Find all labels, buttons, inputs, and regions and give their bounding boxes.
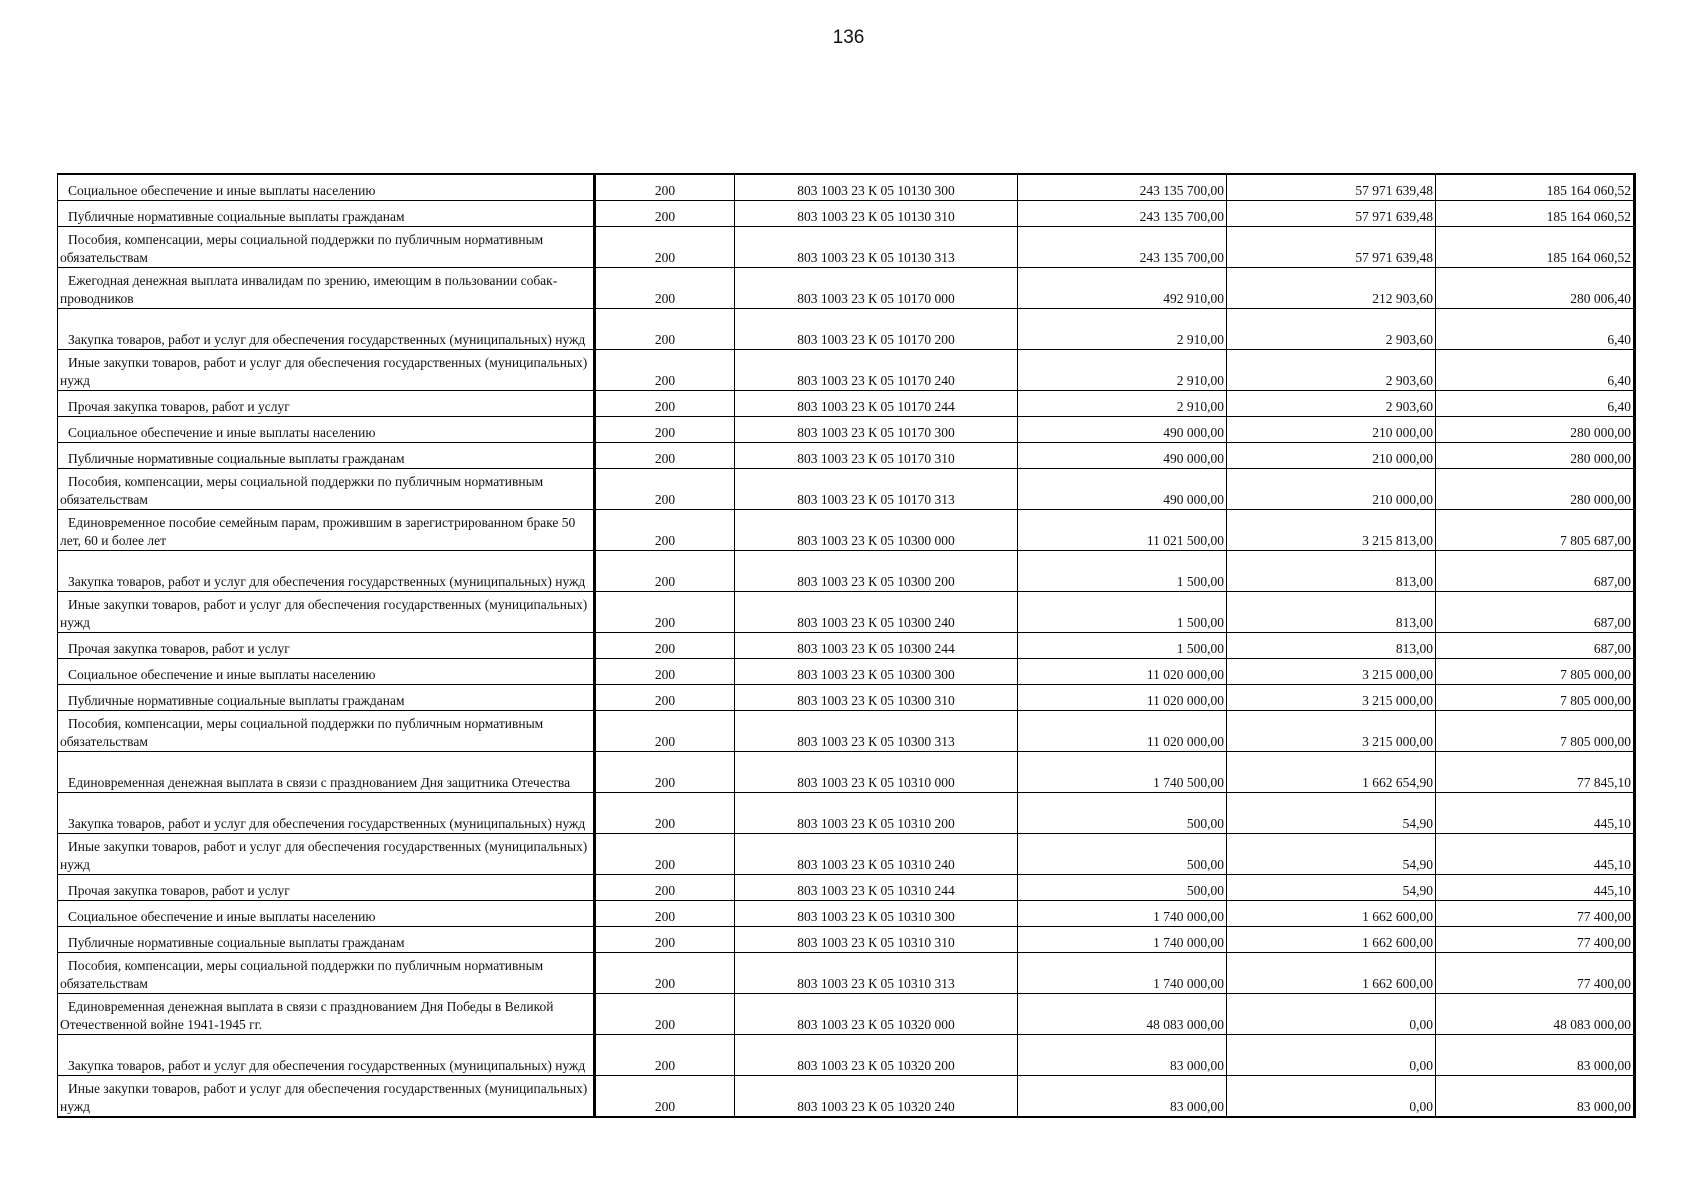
- row-executed-amount-cell: 54,90: [1227, 834, 1436, 875]
- row-executed-amount-cell: 1 662 600,00: [1227, 901, 1436, 927]
- row-executed-amount-cell: 2 903,60: [1227, 350, 1436, 391]
- row-approved-amount-cell: 243 135 700,00: [1018, 201, 1227, 227]
- table-row: [58, 1035, 1635, 1076]
- row-executed-amount-cell: 2 903,60: [1227, 391, 1436, 417]
- row-name-cell: Социальное обеспечение и иные выплаты населению: [58, 659, 595, 685]
- row-approved-amount-cell: 500,00: [1018, 793, 1227, 834]
- table-row: [58, 793, 1635, 834]
- row-approved-amount-cell: 490 000,00: [1018, 443, 1227, 469]
- row-executed-amount-cell: 0,00: [1227, 1076, 1436, 1118]
- row-approved-amount-cell: 243 135 700,00: [1018, 174, 1227, 201]
- row-classification-code-cell: 803 1003 23 К 05 10310 313: [735, 953, 1018, 994]
- row-name-cell: Закупка товаров, работ и услуг для обеспечения государственных (муниципальных) нужд: [58, 309, 595, 350]
- row-remaining-amount-cell: 445,10: [1436, 793, 1635, 834]
- row-approved-amount-cell: 500,00: [1018, 875, 1227, 901]
- row-classification-code-cell: 803 1003 23 К 05 10170 244: [735, 391, 1018, 417]
- row-line-code-cell: 200: [595, 1076, 735, 1118]
- row-remaining-amount-cell: 77 400,00: [1436, 953, 1635, 994]
- table-row: [58, 174, 1635, 201]
- row-line-code-cell: 200: [595, 875, 735, 901]
- row-remaining-amount-cell: 83 000,00: [1436, 1035, 1635, 1076]
- row-name-cell: Пособия, компенсации, меры социальной поддержки по публичным нормативным обязательствам: [58, 711, 595, 752]
- table-row: [58, 1076, 1635, 1118]
- row-approved-amount-cell: 2 910,00: [1018, 350, 1227, 391]
- row-approved-amount-cell: 11 020 000,00: [1018, 711, 1227, 752]
- row-approved-amount-cell: 243 135 700,00: [1018, 227, 1227, 268]
- row-executed-amount-cell: 1 662 600,00: [1227, 953, 1436, 994]
- row-approved-amount-cell: 11 021 500,00: [1018, 510, 1227, 551]
- row-classification-code-cell: 803 1003 23 К 05 10300 000: [735, 510, 1018, 551]
- row-executed-amount-cell: 0,00: [1227, 1035, 1436, 1076]
- row-approved-amount-cell: 11 020 000,00: [1018, 659, 1227, 685]
- row-approved-amount-cell: 1 500,00: [1018, 592, 1227, 633]
- row-classification-code-cell: 803 1003 23 К 05 10300 244: [735, 633, 1018, 659]
- row-classification-code-cell: 803 1003 23 К 05 10320 000: [735, 994, 1018, 1035]
- row-classification-code-cell: 803 1003 23 К 05 10300 300: [735, 659, 1018, 685]
- row-name-cell: Закупка товаров, работ и услуг для обеспечения государственных (муниципальных) нужд: [58, 551, 595, 592]
- row-executed-amount-cell: 0,00: [1227, 994, 1436, 1035]
- row-line-code-cell: 200: [595, 901, 735, 927]
- row-approved-amount-cell: 48 083 000,00: [1018, 994, 1227, 1035]
- row-remaining-amount-cell: 280 000,00: [1436, 443, 1635, 469]
- row-remaining-amount-cell: 77 845,10: [1436, 752, 1635, 793]
- table-row: [58, 659, 1635, 685]
- table-row: [58, 834, 1635, 875]
- row-classification-code-cell: 803 1003 23 К 05 10320 240: [735, 1076, 1018, 1118]
- row-remaining-amount-cell: 687,00: [1436, 633, 1635, 659]
- row-remaining-amount-cell: 77 400,00: [1436, 927, 1635, 953]
- row-executed-amount-cell: 813,00: [1227, 551, 1436, 592]
- row-line-code-cell: 200: [595, 592, 735, 633]
- row-line-code-cell: 200: [595, 417, 735, 443]
- row-name-cell: Закупка товаров, работ и услуг для обеспечения государственных (муниципальных) нужд: [58, 1035, 595, 1076]
- row-executed-amount-cell: 54,90: [1227, 875, 1436, 901]
- row-executed-amount-cell: 210 000,00: [1227, 417, 1436, 443]
- row-remaining-amount-cell: 687,00: [1436, 551, 1635, 592]
- row-remaining-amount-cell: 280 000,00: [1436, 469, 1635, 510]
- table-row: [58, 633, 1635, 659]
- table-row: [58, 994, 1635, 1035]
- table-body: [58, 174, 1635, 1117]
- row-name-cell: Иные закупки товаров, работ и услуг для обеспечения государственных (муниципальных) нужд: [58, 834, 595, 875]
- row-approved-amount-cell: 1 740 000,00: [1018, 927, 1227, 953]
- row-line-code-cell: 200: [595, 443, 735, 469]
- row-approved-amount-cell: 490 000,00: [1018, 469, 1227, 510]
- row-name-cell: Социальное обеспечение и иные выплаты населению: [58, 901, 595, 927]
- row-name-cell: Прочая закупка товаров, работ и услуг: [58, 875, 595, 901]
- row-line-code-cell: 200: [595, 469, 735, 510]
- row-line-code-cell: 200: [595, 953, 735, 994]
- row-name-cell: Единовременная денежная выплата в связи с празднованием Дня защитника Отечества: [58, 752, 595, 793]
- row-remaining-amount-cell: 77 400,00: [1436, 901, 1635, 927]
- row-classification-code-cell: 803 1003 23 К 05 10170 310: [735, 443, 1018, 469]
- row-name-cell: Иные закупки товаров, работ и услуг для обеспечения государственных (муниципальных) нужд: [58, 592, 595, 633]
- row-executed-amount-cell: 3 215 000,00: [1227, 685, 1436, 711]
- row-classification-code-cell: 803 1003 23 К 05 10170 240: [735, 350, 1018, 391]
- table-row: [58, 551, 1635, 592]
- row-line-code-cell: 200: [595, 994, 735, 1035]
- row-name-cell: Публичные нормативные социальные выплаты гражданам: [58, 685, 595, 711]
- row-classification-code-cell: 803 1003 23 К 05 10170 200: [735, 309, 1018, 350]
- row-approved-amount-cell: 490 000,00: [1018, 417, 1227, 443]
- table-row: [58, 592, 1635, 633]
- row-name-cell: Публичные нормативные социальные выплаты гражданам: [58, 201, 595, 227]
- row-name-cell: Социальное обеспечение и иные выплаты населению: [58, 174, 595, 201]
- row-remaining-amount-cell: 6,40: [1436, 391, 1635, 417]
- row-classification-code-cell: 803 1003 23 К 05 10170 313: [735, 469, 1018, 510]
- row-name-cell: Иные закупки товаров, работ и услуг для обеспечения государственных (муниципальных) нужд: [58, 350, 595, 391]
- row-line-code-cell: 200: [595, 659, 735, 685]
- row-line-code-cell: 200: [595, 201, 735, 227]
- row-name-cell: Единовременное пособие семейным парам, прожившим в зарегистрированном браке 50 лет, 60 и более лет: [58, 510, 595, 551]
- table-row: [58, 227, 1635, 268]
- row-approved-amount-cell: 11 020 000,00: [1018, 685, 1227, 711]
- table-row: [58, 391, 1635, 417]
- row-executed-amount-cell: 3 215 000,00: [1227, 711, 1436, 752]
- row-executed-amount-cell: 813,00: [1227, 633, 1436, 659]
- row-remaining-amount-cell: 185 164 060,52: [1436, 174, 1635, 201]
- row-name-cell: Единовременная денежная выплата в связи с празднованием Дня Победы в Великой Отечественной войне 1941-1945 гг.: [58, 994, 595, 1035]
- row-line-code-cell: 200: [595, 711, 735, 752]
- row-classification-code-cell: 803 1003 23 К 05 10310 200: [735, 793, 1018, 834]
- table-row: [58, 510, 1635, 551]
- table-row: [58, 417, 1635, 443]
- row-line-code-cell: 200: [595, 268, 735, 309]
- row-remaining-amount-cell: 7 805 000,00: [1436, 659, 1635, 685]
- row-name-cell: Иные закупки товаров, работ и услуг для обеспечения государственных (муниципальных) нужд: [58, 1076, 595, 1118]
- row-executed-amount-cell: 2 903,60: [1227, 309, 1436, 350]
- table-row: [58, 309, 1635, 350]
- row-line-code-cell: 200: [595, 309, 735, 350]
- table-row: [58, 901, 1635, 927]
- row-name-cell: Прочая закупка товаров, работ и услуг: [58, 391, 595, 417]
- row-remaining-amount-cell: 445,10: [1436, 834, 1635, 875]
- row-classification-code-cell: 803 1003 23 К 05 10320 200: [735, 1035, 1018, 1076]
- row-name-cell: Публичные нормативные социальные выплаты гражданам: [58, 927, 595, 953]
- row-approved-amount-cell: 1 740 000,00: [1018, 901, 1227, 927]
- table-row: [58, 711, 1635, 752]
- row-name-cell: Пособия, компенсации, меры социальной поддержки по публичным нормативным обязательствам: [58, 469, 595, 510]
- row-line-code-cell: 200: [595, 834, 735, 875]
- row-line-code-cell: 200: [595, 633, 735, 659]
- row-approved-amount-cell: 2 910,00: [1018, 391, 1227, 417]
- row-name-cell: Прочая закупка товаров, работ и услуг: [58, 633, 595, 659]
- row-approved-amount-cell: 1 740 500,00: [1018, 752, 1227, 793]
- row-executed-amount-cell: 1 662 600,00: [1227, 927, 1436, 953]
- row-line-code-cell: 200: [595, 227, 735, 268]
- row-line-code-cell: 200: [595, 927, 735, 953]
- row-executed-amount-cell: 57 971 639,48: [1227, 174, 1436, 201]
- row-line-code-cell: 200: [595, 752, 735, 793]
- row-remaining-amount-cell: 7 805 687,00: [1436, 510, 1635, 551]
- row-executed-amount-cell: 57 971 639,48: [1227, 201, 1436, 227]
- row-remaining-amount-cell: 687,00: [1436, 592, 1635, 633]
- table-row: [58, 685, 1635, 711]
- row-classification-code-cell: 803 1003 23 К 05 10310 240: [735, 834, 1018, 875]
- row-classification-code-cell: 803 1003 23 К 05 10300 240: [735, 592, 1018, 633]
- row-executed-amount-cell: 3 215 813,00: [1227, 510, 1436, 551]
- row-name-cell: Пособия, компенсации, меры социальной поддержки по публичным нормативным обязательствам: [58, 227, 595, 268]
- row-classification-code-cell: 803 1003 23 К 05 10300 200: [735, 551, 1018, 592]
- row-line-code-cell: 200: [595, 391, 735, 417]
- row-executed-amount-cell: 3 215 000,00: [1227, 659, 1436, 685]
- row-executed-amount-cell: 813,00: [1227, 592, 1436, 633]
- row-approved-amount-cell: 492 910,00: [1018, 268, 1227, 309]
- row-remaining-amount-cell: 7 805 000,00: [1436, 711, 1635, 752]
- table-row: [58, 268, 1635, 309]
- budget-execution-table: [57, 173, 1636, 1118]
- row-classification-code-cell: 803 1003 23 К 05 10310 310: [735, 927, 1018, 953]
- row-approved-amount-cell: 1 500,00: [1018, 633, 1227, 659]
- row-line-code-cell: 200: [595, 510, 735, 551]
- row-remaining-amount-cell: 185 164 060,52: [1436, 227, 1635, 268]
- row-line-code-cell: 200: [595, 551, 735, 592]
- row-remaining-amount-cell: 6,40: [1436, 309, 1635, 350]
- table-row: [58, 201, 1635, 227]
- table-row: [58, 469, 1635, 510]
- row-executed-amount-cell: 54,90: [1227, 793, 1436, 834]
- page-number: 136: [832, 27, 865, 48]
- row-approved-amount-cell: 500,00: [1018, 834, 1227, 875]
- table-row: [58, 443, 1635, 469]
- row-line-code-cell: 200: [595, 685, 735, 711]
- table-row: [58, 927, 1635, 953]
- table-row: [58, 752, 1635, 793]
- row-classification-code-cell: 803 1003 23 К 05 10170 000: [735, 268, 1018, 309]
- row-classification-code-cell: 803 1003 23 К 05 10130 310: [735, 201, 1018, 227]
- row-line-code-cell: 200: [595, 1035, 735, 1076]
- row-name-cell: Публичные нормативные социальные выплаты гражданам: [58, 443, 595, 469]
- table-row: [58, 953, 1635, 994]
- row-line-code-cell: 200: [595, 793, 735, 834]
- row-classification-code-cell: 803 1003 23 К 05 10130 300: [735, 174, 1018, 201]
- row-classification-code-cell: 803 1003 23 К 05 10310 300: [735, 901, 1018, 927]
- row-classification-code-cell: 803 1003 23 К 05 10300 310: [735, 685, 1018, 711]
- row-executed-amount-cell: 210 000,00: [1227, 443, 1436, 469]
- row-remaining-amount-cell: 48 083 000,00: [1436, 994, 1635, 1035]
- row-remaining-amount-cell: 445,10: [1436, 875, 1635, 901]
- row-executed-amount-cell: 1 662 654,90: [1227, 752, 1436, 793]
- row-approved-amount-cell: 1 500,00: [1018, 551, 1227, 592]
- row-classification-code-cell: 803 1003 23 К 05 10170 300: [735, 417, 1018, 443]
- row-executed-amount-cell: 212 903,60: [1227, 268, 1436, 309]
- row-remaining-amount-cell: 185 164 060,52: [1436, 201, 1635, 227]
- table-row: [58, 350, 1635, 391]
- row-remaining-amount-cell: 280 006,40: [1436, 268, 1635, 309]
- row-remaining-amount-cell: 6,40: [1436, 350, 1635, 391]
- row-name-cell: Пособия, компенсации, меры социальной поддержки по публичным нормативным обязательствам: [58, 953, 595, 994]
- row-classification-code-cell: 803 1003 23 К 05 10310 000: [735, 752, 1018, 793]
- row-approved-amount-cell: 83 000,00: [1018, 1076, 1227, 1118]
- row-remaining-amount-cell: 83 000,00: [1436, 1076, 1635, 1118]
- row-remaining-amount-cell: 280 000,00: [1436, 417, 1635, 443]
- row-classification-code-cell: 803 1003 23 К 05 10130 313: [735, 227, 1018, 268]
- row-executed-amount-cell: 57 971 639,48: [1227, 227, 1436, 268]
- row-executed-amount-cell: 210 000,00: [1227, 469, 1436, 510]
- row-approved-amount-cell: 83 000,00: [1018, 1035, 1227, 1076]
- row-name-cell: Социальное обеспечение и иные выплаты населению: [58, 417, 595, 443]
- row-line-code-cell: 200: [595, 350, 735, 391]
- row-classification-code-cell: 803 1003 23 К 05 10300 313: [735, 711, 1018, 752]
- row-name-cell: Ежегодная денежная выплата инвалидам по зрению, имеющим в пользовании собак-проводников: [58, 268, 595, 309]
- table-row: [58, 875, 1635, 901]
- row-classification-code-cell: 803 1003 23 К 05 10310 244: [735, 875, 1018, 901]
- row-line-code-cell: 200: [595, 174, 735, 201]
- row-approved-amount-cell: 2 910,00: [1018, 309, 1227, 350]
- row-remaining-amount-cell: 7 805 000,00: [1436, 685, 1635, 711]
- row-name-cell: Закупка товаров, работ и услуг для обеспечения государственных (муниципальных) нужд: [58, 793, 595, 834]
- row-approved-amount-cell: 1 740 000,00: [1018, 953, 1227, 994]
